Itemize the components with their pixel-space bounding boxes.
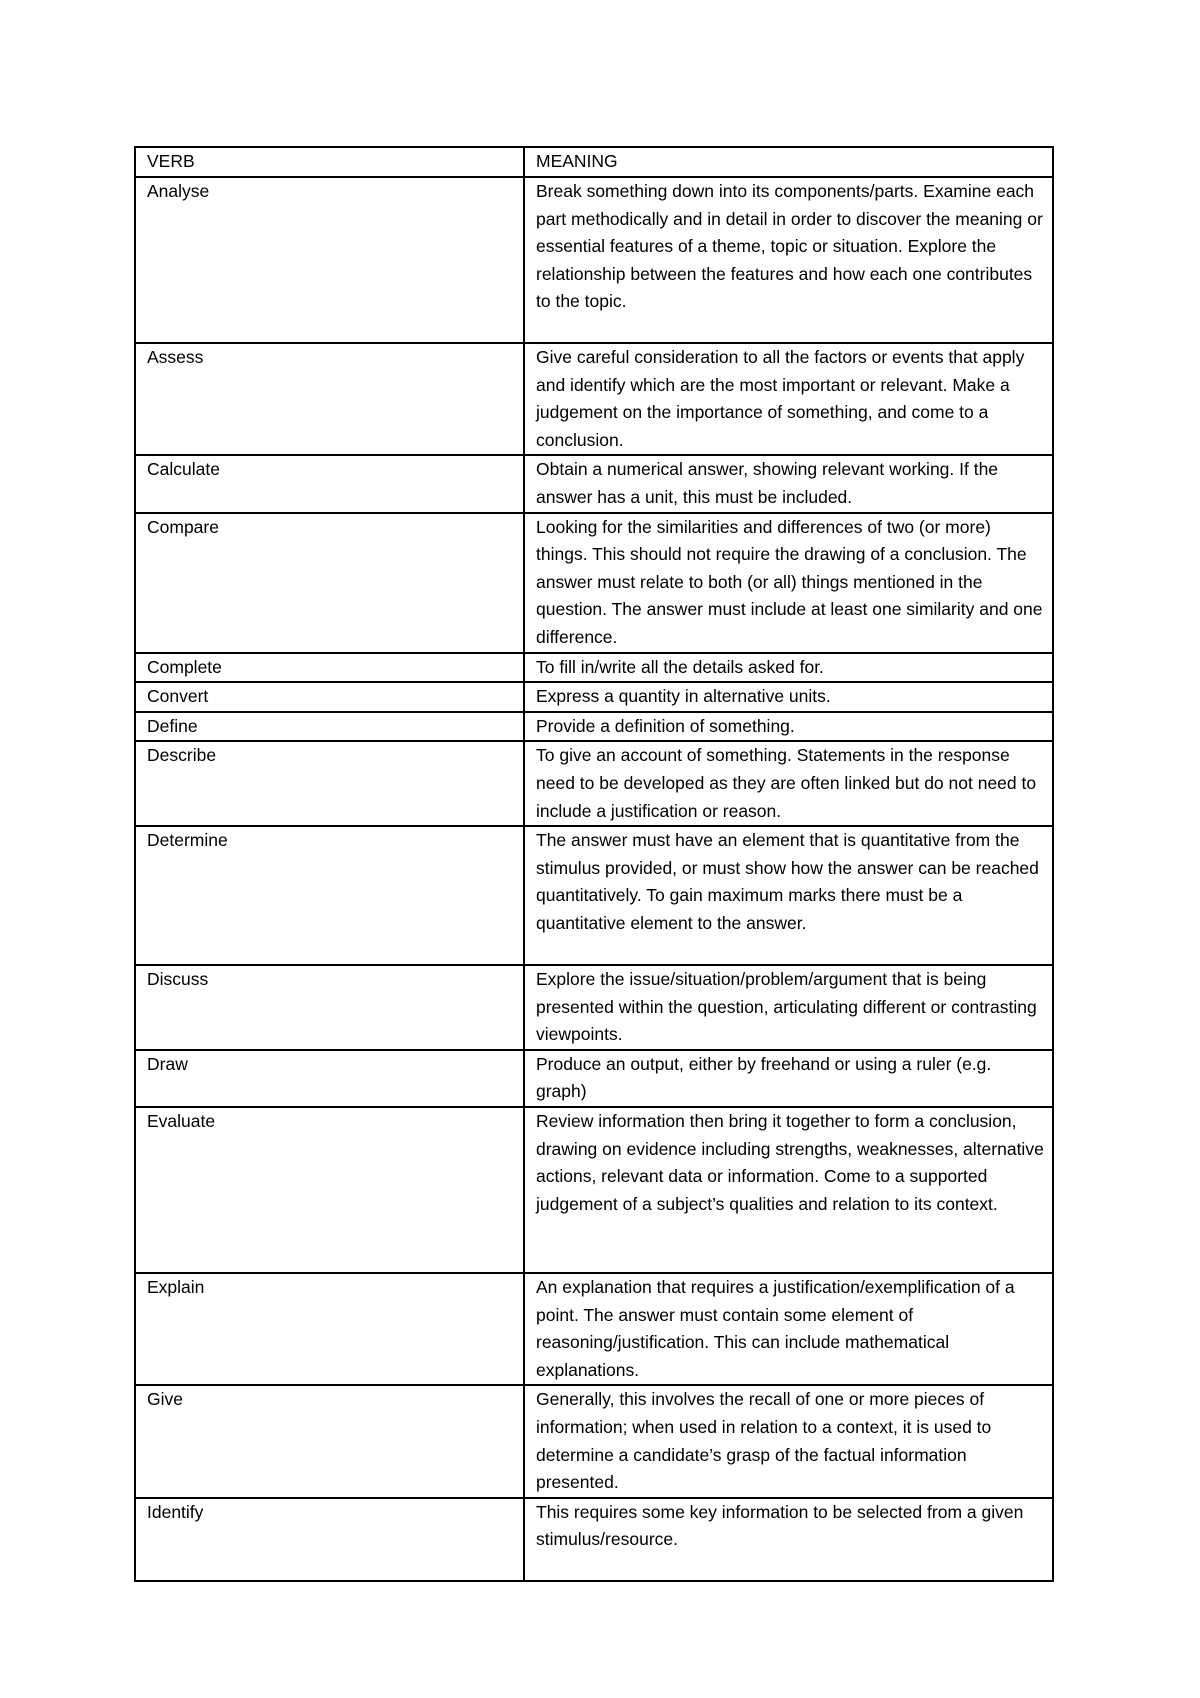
meaning-cell: Generally, this involves the recall of one or more pieces of information; when used in relation to a context, it is used to determine a candidate’s grasp of the factual information presented. xyxy=(524,1385,1053,1497)
meaning-cell: Give careful consideration to all the factors or events that apply and identify which are the most important or relevant. Make a judgement on the importance of something, and come to a conclusion. xyxy=(524,343,1053,455)
verb-cell: Compare xyxy=(135,513,524,653)
table-row xyxy=(135,712,1053,742)
meaning-cell: Produce an output, either by freehand or using a ruler (e.g. graph) xyxy=(524,1050,1053,1107)
verb-cell: Give xyxy=(135,1385,524,1497)
verb-cell: Assess xyxy=(135,343,524,455)
verb-cell: Identify xyxy=(135,1498,524,1581)
meaning-cell: Express a quantity in alternative units. xyxy=(524,682,1053,712)
verb-cell: Calculate xyxy=(135,455,524,512)
verb-cell: Discuss xyxy=(135,965,524,1050)
meaning-column-header: MEANING xyxy=(524,147,1053,177)
verb-cell: Define xyxy=(135,712,524,742)
meaning-cell: An explanation that requires a justification/exemplification of a point. The answer must contain some element of reasoning/justification. This can include mathematical explanations. xyxy=(524,1273,1053,1385)
table-row xyxy=(135,1385,1053,1497)
meaning-cell: The answer must have an element that is quantitative from the stimulus provided, or must show how the answer can be reached quantitatively. To gain maximum marks there must be a quantitative element to the answer. xyxy=(524,826,1053,965)
verb-cell: Complete xyxy=(135,653,524,683)
verb-cell: Describe xyxy=(135,741,524,826)
table-row xyxy=(135,455,1053,512)
verb-cell: Analyse xyxy=(135,177,524,343)
meaning-cell: Review information then bring it together to form a conclusion, drawing on evidence including strengths, weaknesses, alternative actions, relevant data or information. Come to a supported judgement of a subject’s qualities and relation to its context. xyxy=(524,1107,1053,1273)
verb-cell: Draw xyxy=(135,1050,524,1107)
table-row xyxy=(135,682,1053,712)
table-row xyxy=(135,1107,1053,1273)
table-row xyxy=(135,1050,1053,1107)
table-row xyxy=(135,741,1053,826)
meaning-cell: To fill in/write all the details asked for. xyxy=(524,653,1053,683)
meaning-cell: Break something down into its components/parts. Examine each part methodically and in detail in order to discover the meaning or essential features of a theme, topic or situation. Explore the relationship between the features and how each one contributes to the topic. xyxy=(524,177,1053,343)
table-row xyxy=(135,177,1053,343)
table-row xyxy=(135,513,1053,653)
verb-cell: Determine xyxy=(135,826,524,965)
meaning-cell: Obtain a numerical answer, showing relevant working. If the answer has a unit, this must be included. xyxy=(524,455,1053,512)
meaning-cell: This requires some key information to be selected from a given stimulus/resource. xyxy=(524,1498,1053,1581)
command-verbs-table xyxy=(134,146,1054,1582)
table-row xyxy=(135,826,1053,965)
table-row xyxy=(135,653,1053,683)
verb-cell: Evaluate xyxy=(135,1107,524,1273)
meaning-cell: Explore the issue/situation/problem/argument that is being presented within the question, articulating different or contrasting viewpoints. xyxy=(524,965,1053,1050)
meaning-cell: Provide a definition of something. xyxy=(524,712,1053,742)
table-row xyxy=(135,343,1053,455)
table-row xyxy=(135,965,1053,1050)
table-header-row xyxy=(135,147,1053,177)
meaning-cell: Looking for the similarities and differences of two (or more) things. This should not require the drawing of a conclusion. The answer must relate to both (or all) things mentioned in the question. The answer must include at least one similarity and one difference. xyxy=(524,513,1053,653)
table-row xyxy=(135,1498,1053,1581)
table-row xyxy=(135,1273,1053,1385)
verb-column-header: VERB xyxy=(135,147,524,177)
verb-cell: Explain xyxy=(135,1273,524,1385)
verb-cell: Convert xyxy=(135,682,524,712)
meaning-cell: To give an account of something. Statements in the response need to be developed as they are often linked but do not need to include a justification or reason. xyxy=(524,741,1053,826)
